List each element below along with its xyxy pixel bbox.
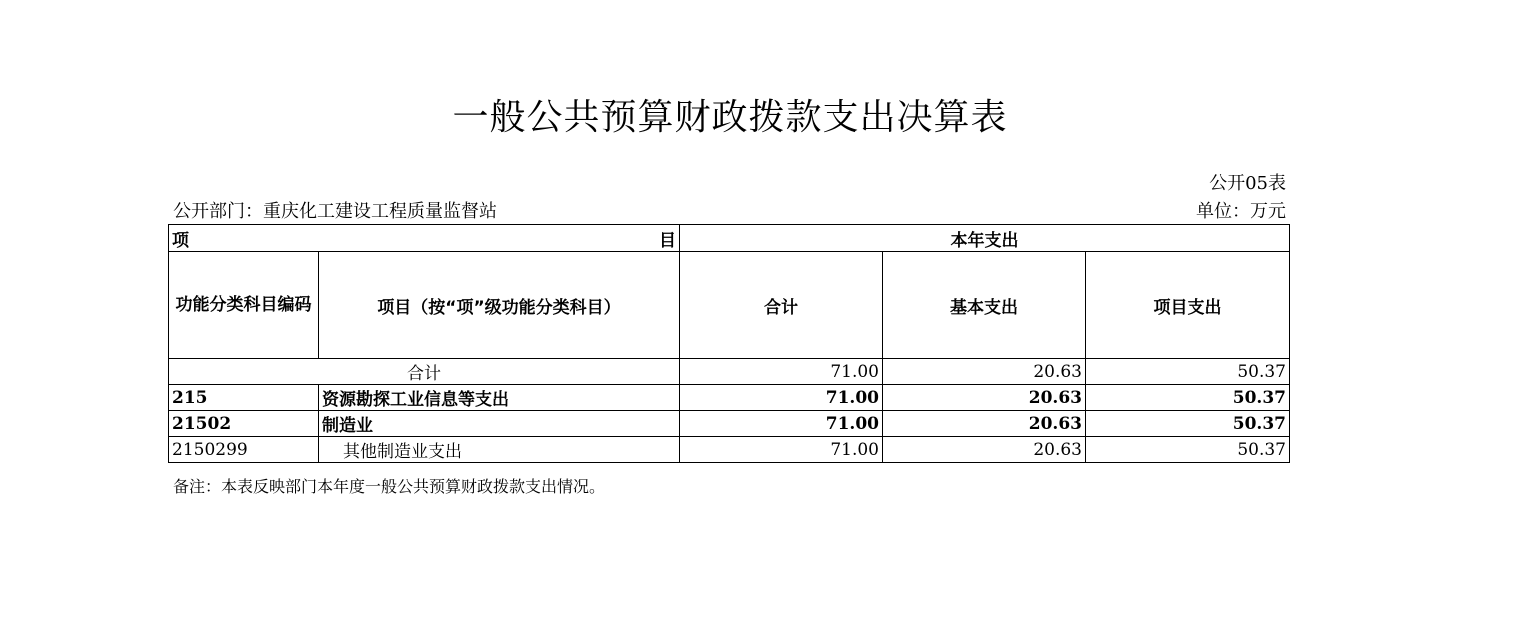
header-code: 功能分类科目编码 [169, 252, 319, 359]
row-basic: 20.63 [883, 385, 1086, 411]
total-row-total: 71.00 [680, 359, 883, 385]
header-name: 项目（按“项”级功能分类科目） [319, 252, 680, 359]
total-row-project: 50.37 [1086, 359, 1290, 385]
row-code: 2150299 [169, 437, 319, 463]
header-row-2 [169, 252, 1290, 359]
table-row [169, 385, 1290, 411]
total-row [169, 359, 1290, 385]
table-row [169, 437, 1290, 463]
department-label: 公开部门：重庆化工建设工程质量监督站 [173, 201, 497, 222]
row-total: 71.00 [680, 437, 883, 463]
budget-table [168, 224, 1290, 463]
row-name: 其他制造业支出 [319, 437, 680, 463]
row-project: 50.37 [1086, 411, 1290, 437]
header-total: 合计 [680, 252, 883, 359]
header-item-cell [169, 225, 680, 252]
row-project: 50.37 [1086, 385, 1290, 411]
total-row-label: 合计 [169, 359, 680, 385]
row-project: 50.37 [1086, 437, 1290, 463]
unit-label: 单位：万元 [1196, 201, 1286, 222]
row-code: 215 [169, 385, 319, 411]
row-total: 71.00 [680, 411, 883, 437]
row-name: 资源勘探工业信息等支出 [319, 385, 680, 411]
row-basic: 20.63 [883, 437, 1086, 463]
header-item-left: 项 [172, 230, 189, 251]
form-number: 公开05表 [1209, 173, 1286, 194]
total-row-basic: 20.63 [883, 359, 1086, 385]
table-row [169, 411, 1290, 437]
row-basic: 20.63 [883, 411, 1086, 437]
header-item-right: 目 [659, 230, 676, 251]
header-row-1 [169, 225, 1290, 252]
row-code: 21502 [169, 411, 319, 437]
row-name: 制造业 [319, 411, 680, 437]
footnote: 备注：本表反映部门本年度一般公共预算财政拨款支出情况。 [173, 477, 606, 496]
header-current-year: 本年支出 [680, 225, 1290, 252]
header-project: 项目支出 [1086, 252, 1290, 359]
header-basic: 基本支出 [883, 252, 1086, 359]
page-title: 一般公共预算财政拨款支出决算表 [452, 97, 1008, 138]
row-total: 71.00 [680, 385, 883, 411]
